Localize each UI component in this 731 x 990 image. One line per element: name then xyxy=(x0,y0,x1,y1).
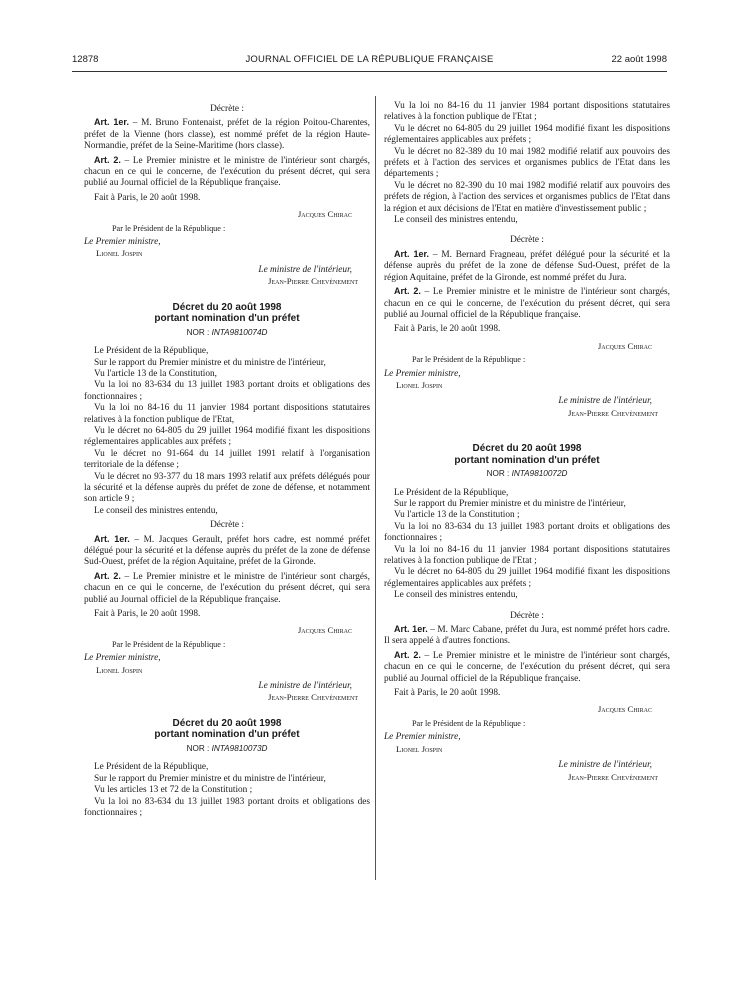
article-1 xyxy=(384,624,670,648)
nor-code: INTA9810072D xyxy=(511,469,568,479)
article-text: – Le Premier ministre et le ministre de l'intérieur sont chargés, chacun en ce qui le concerne, de l'exécution du présent décret, qui sera publié au Journal officiel de la République française. xyxy=(384,287,671,320)
article-text: – M. Jacques Gerault, préfet hors cadre, est nommé préfet délégué pour la sécurité et la défense auprès du préfet de la zone de défense Sud-Ouest, préfet de la région Aquitaine, préfet de la Gironde. xyxy=(84,534,370,568)
visa: Vu le décret no 82-390 du 10 mai 1982 modifié relatif aux pouvoirs des préfets de région, à l'action des services et organismes publics de l'Etat dans la région et aux décisions de l'Etat en matière d'investissement public ; xyxy=(384,180,670,214)
ministre-name: Jean-Pierre Chevènement xyxy=(568,407,658,418)
decree-title-line1: Décret du 20 août 1998 xyxy=(172,717,282,729)
par-le-president: Par le Président de la République : xyxy=(412,718,526,728)
par-le-president: Par le Président de la République : xyxy=(112,223,226,233)
visa: Vu le décret no 64-805 du 29 juillet 1964 modifié fixant les dispositions réglementaires applicables aux préfets ; xyxy=(84,425,370,448)
ministre-title: Le ministre de l'intérieur, xyxy=(258,681,352,692)
president-line: Le Président de la République, xyxy=(394,487,509,498)
president-signature: Jacques Chirac xyxy=(297,625,352,636)
journal-title: JOURNAL OFFICIEL DE LA RÉPUBLIQUE FRANÇAISE xyxy=(245,54,494,65)
decrete-heading: Décrète : xyxy=(510,235,544,246)
article-label: Art. 1er. xyxy=(94,117,129,128)
premier-ministre-name: Lionel Jospin xyxy=(396,379,443,390)
president-signature: Jacques Chirac xyxy=(597,704,652,715)
visa: Vu la loi no 84-16 du 11 janvier 1984 portant dispositions statutaires relatives à la fonction publique de l'Etat ; xyxy=(384,544,670,566)
nor-reference xyxy=(84,327,370,338)
visa: Vu l'article 13 de la Constitution ; xyxy=(394,510,520,521)
premier-ministre-title: Le Premier ministre, xyxy=(84,653,161,664)
right-column xyxy=(384,101,670,783)
article-label: Art. 2. xyxy=(394,649,421,660)
premier-ministre-name: Lionel Jospin xyxy=(96,664,143,675)
visa: Vu les articles 13 et 72 de la Constitution ; xyxy=(94,785,253,796)
par-le-president: Par le Président de la République : xyxy=(412,355,526,365)
rapport-line: Sur le rapport du Premier ministre et du ministre de l'intérieur, xyxy=(394,498,626,509)
nor-label: NOR : xyxy=(486,469,510,479)
visa: Vu le décret no 91-664 du 14 juillet 1991 relatif à l'organisation territoriale de la défense ; xyxy=(84,448,370,471)
visa: Vu la loi no 83-634 du 13 juillet 1983 portant droits et obligations des fonctionnaires ; xyxy=(84,796,370,818)
page-header xyxy=(72,54,667,68)
article-text: – Le Premier ministre et le ministre de l'intérieur sont chargés, chacun en ce qui le concerne, de l'exécution du présent décret, qui sera publié au Journal officiel de la République française. xyxy=(84,571,371,605)
place-date: Fait à Paris, le 20 août 1998. xyxy=(394,324,501,335)
visa: Vu l'article 13 de la Constitution, xyxy=(94,368,217,379)
article-label: Art. 1er. xyxy=(394,248,430,259)
ministre-title: Le ministre de l'intérieur, xyxy=(258,264,352,275)
conseil-line: Le conseil des ministres entendu, xyxy=(394,215,518,226)
visa: Vu le décret no 93-377 du 18 mars 1993 relatif aux préfets délégués pour la sécurité et la défense auprès du préfet de zone de défense, et notamment son article 9 ; xyxy=(84,471,370,505)
decree-title xyxy=(84,302,370,325)
decree-title-line2: portant nomination d'un préfet xyxy=(454,454,600,466)
premier-ministre-title: Le Premier ministre, xyxy=(84,237,161,248)
premier-ministre-name: Lionel Jospin xyxy=(96,248,143,259)
decree-title-line1: Décret du 20 août 1998 xyxy=(172,301,282,313)
premier-ministre-title: Le Premier ministre, xyxy=(384,368,461,379)
premier-ministre-title: Le Premier ministre, xyxy=(384,732,461,743)
nor-reference xyxy=(384,468,670,479)
decree-title-line1: Décret du 20 août 1998 xyxy=(472,443,582,455)
president-signature: Jacques Chirac xyxy=(297,209,352,220)
president-signature: Jacques Chirac xyxy=(597,340,652,351)
article-1 xyxy=(384,249,670,284)
ministre-name: Jean-Pierre Chevènement xyxy=(268,276,358,287)
article-text: – M. Bernard Fragneau, préfet délégué pour la sécurité et la défense auprès du préfet de la zone de défense Sud-Ouest, préfet de la région Aquitaine, préfet de la Gironde, est nommé préfet du Jura. xyxy=(384,249,670,283)
article-1 xyxy=(84,117,370,152)
visa: Vu la loi no 84-16 du 11 janvier 1984 portant dispositions statutaires relatives à la fonction publique de l'Etat ; xyxy=(384,101,670,123)
article-label: Art. 2. xyxy=(94,570,121,581)
nor-label: NOR : xyxy=(186,327,210,337)
visa: Vu la loi no 83-634 du 13 juillet 1983 portant droits et obligations des fonctionnaires ; xyxy=(384,521,670,544)
decree-title xyxy=(384,443,670,466)
visa: Vu le décret no 64-805 du 29 juillet 1964 modifié fixant les dispositions réglementaires applicables aux préfets ; xyxy=(384,567,670,589)
column-divider xyxy=(375,96,376,880)
article-text: – Le Premier ministre et le ministre de l'intérieur sont chargés, chacun en ce qui le concerne, de l'exécution du présent décret, qui sera publié au Journal officiel de la République française. xyxy=(384,650,671,684)
president-line: Le Président de la République, xyxy=(94,762,209,773)
nor-label: NOR : xyxy=(186,743,210,753)
premier-ministre-name: Lionel Jospin xyxy=(396,743,443,754)
place-date: Fait à Paris, le 20 août 1998. xyxy=(394,688,501,699)
article-text: – Le Premier ministre et le ministre de l'intérieur sont chargés, chacun en ce qui le concerne, de l'exécution du présent décret, qui sera publié au Journal officiel de la République française. xyxy=(84,155,371,189)
visa: Vu le décret no 64-805 du 29 juillet 1964 modifié fixant les dispositions réglementaires applicables aux préfets ; xyxy=(384,123,670,146)
par-le-president: Par le Président de la République : xyxy=(112,639,226,649)
page-number: 12878 xyxy=(72,54,99,65)
conseil-line: Le conseil des ministres entendu, xyxy=(94,505,218,516)
nor-code: INTA9810073D xyxy=(211,743,268,753)
article-2 xyxy=(384,286,670,321)
article-2 xyxy=(84,155,370,190)
rapport-line: Sur le rapport du Premier ministre et du ministre de l'intérieur, xyxy=(94,357,326,368)
article-1 xyxy=(84,534,370,569)
ministre-title: Le ministre de l'intérieur, xyxy=(558,760,652,771)
decree-title-line2: portant nomination d'un préfet xyxy=(154,313,300,325)
article-2 xyxy=(84,571,370,606)
header-rule xyxy=(72,71,667,72)
president-line: Le Président de la République, xyxy=(94,346,209,357)
ministre-title: Le ministre de l'intérieur, xyxy=(558,396,652,407)
ministre-name: Jean-Pierre Chevènement xyxy=(568,771,658,782)
visa: Vu la loi no 84-16 du 11 janvier 1984 portant dispositions statutaires relatives à la fonction publique de l'Etat, xyxy=(84,403,370,425)
conseil-line: Le conseil des ministres entendu, xyxy=(394,590,518,601)
rapport-line: Sur le rapport du Premier ministre et du ministre de l'intérieur, xyxy=(94,773,326,784)
nor-code: INTA9810074D xyxy=(211,327,268,337)
article-label: Art. 2. xyxy=(94,154,121,165)
article-2 xyxy=(384,650,670,685)
article-label: Art. 1er. xyxy=(94,533,130,544)
article-text: – M. Marc Cabane, préfet du Jura, est nommé préfet hors cadre. Il sera appelé à d'autres fonctions. xyxy=(384,625,670,647)
article-label: Art. 1er. xyxy=(394,624,428,635)
nor-reference xyxy=(84,743,370,754)
article-label: Art. 2. xyxy=(394,286,421,297)
decrete-heading: Décrète : xyxy=(510,610,544,621)
place-date: Fait à Paris, le 20 août 1998. xyxy=(94,609,201,620)
issue-date: 22 août 1998 xyxy=(611,54,667,65)
article-text: – M. Bruno Fontenaist, préfet de la région Poitou-Charentes, préfet de la Vienne (hors classe), est nommé préfet de la région Haute-Normandie, préfet de la Seine-Maritime (hors classe). xyxy=(84,118,370,152)
decree-title-line2: portant nomination d'un préfet xyxy=(154,729,300,741)
left-column xyxy=(84,101,370,819)
visa: Vu la loi no 83-634 du 13 juillet 1983 portant droits et obligations des fonctionnaires ; xyxy=(84,380,370,402)
place-date: Fait à Paris, le 20 août 1998. xyxy=(94,192,201,203)
visa: Vu le décret no 82-389 du 10 mai 1982 modifié relatif aux pouvoirs des préfets et à l'action des services et organismes publics de l'Etat dans les départements ; xyxy=(384,146,670,180)
ministre-name: Jean-Pierre Chevènement xyxy=(268,692,358,703)
decrete-heading: Décrète : xyxy=(210,520,244,531)
decree-title xyxy=(84,718,370,741)
decrete-heading: Décrète : xyxy=(210,104,244,114)
